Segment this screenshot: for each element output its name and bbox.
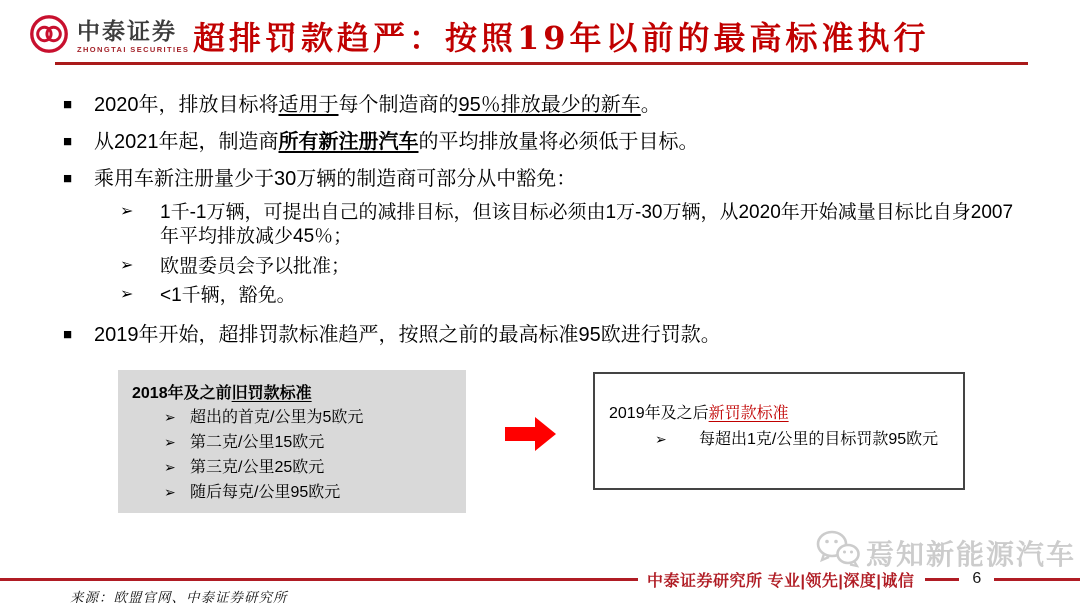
old-standard-title — [132, 380, 454, 403]
zhongtai-logo-icon — [28, 13, 70, 60]
new-title-plain: 2019年及之后 — [609, 405, 709, 422]
old-item-text: 随后每克/公里95欧元 — [190, 484, 341, 501]
header-divider — [55, 62, 1028, 65]
old-standard-item-1 — [164, 408, 454, 428]
logo-text — [77, 17, 190, 54]
new-item-text: 每超出1克/公里的目标罚款95欧元 — [699, 431, 939, 448]
source-note: 来源：欧盟官网、中泰证券研究所 — [70, 590, 288, 606]
old-item-text: 第三克/公里25欧元 — [190, 459, 325, 476]
bullet-1-underlined2: 95％排放最少的新车 — [458, 94, 641, 116]
bullet-item-3 — [63, 166, 1058, 192]
old-standard-item-4 — [164, 483, 454, 503]
new-standard-box — [593, 372, 965, 490]
sub-bullet-item-3 — [120, 284, 1058, 308]
old-standard-item-3 — [164, 458, 454, 478]
arrow-bullet-icon: ➢ — [164, 409, 176, 425]
bullet-item-2 — [63, 129, 1058, 155]
bullet-square-icon: ■ — [63, 96, 73, 113]
bullet-1-underlined: 适用于 — [278, 94, 339, 116]
bullet-text — [94, 92, 661, 118]
arrow-bullet-icon: ➢ — [655, 431, 667, 447]
new-standard-title — [609, 400, 955, 423]
new-standard-item-1 — [655, 430, 955, 450]
transition-arrow-icon — [505, 416, 557, 452]
bullet-list — [63, 92, 1058, 359]
footer-brand: 中泰证券研究所 专业|领先|深度|诚信 — [647, 572, 915, 590]
page-title: 超排罚款趋严：按照19年以前的最高标准执行 — [193, 19, 930, 57]
sub-bullet-text: <1千辆，豁免。 — [160, 284, 296, 306]
bullet-text — [94, 129, 699, 155]
watermark-text: 焉知新能源汽车 — [865, 538, 1076, 570]
page-number: 6 — [972, 570, 982, 587]
penalty-comparison — [0, 368, 1080, 508]
old-item-text: 第二克/公里15欧元 — [190, 434, 325, 451]
bullet-1-plain2: 每个制造商的 — [338, 94, 459, 116]
sub-bullet-text: 欧盟委员会予以批准； — [160, 255, 351, 277]
sub-bullet-text: 1千-1万辆，可提出自己的减排目标，但该目标必须由1万-30万辆，从2020年开始减量目标比自身2007年平均排放减少45％； — [160, 202, 1014, 248]
sub-bullet-item-1 — [120, 201, 1058, 250]
arrow-bullet-icon: ➢ — [120, 256, 134, 274]
bullet-2-bold-underlined: 所有新注册汽车 — [278, 131, 419, 153]
footer-divider-left — [0, 578, 638, 581]
new-title-red-underlined: 新罚款标准 — [708, 405, 789, 422]
arrow-bullet-icon: ➢ — [164, 484, 176, 500]
bullet-1-plain: 2020年，排放目标将 — [94, 94, 279, 116]
old-standard-box — [118, 370, 466, 513]
footer-divider-right — [994, 578, 1080, 581]
bullet-2-plain: 从2021年起，制造商 — [94, 131, 279, 153]
sub-bullet-list — [120, 201, 1058, 308]
arrow-bullet-icon: ➢ — [120, 203, 134, 220]
bullet-1-end: 。 — [640, 94, 661, 116]
old-title-underlined: 旧罚款标准 — [231, 385, 312, 402]
bullet-item-1 — [63, 92, 1058, 118]
zhongtai-logo — [28, 13, 189, 60]
bullet-square-icon: ■ — [63, 170, 73, 187]
logo-name-en: ZHONGTAI SECURITIES — [77, 44, 190, 54]
bullet-text: 乘用车新注册量少于30万辆的制造商可部分从中豁免： — [94, 168, 577, 190]
bullet-square-icon: ■ — [63, 326, 73, 344]
bullet-square-icon: ■ — [63, 133, 73, 150]
old-standard-item-2 — [164, 433, 454, 453]
sub-bullet-item-2 — [120, 255, 1058, 279]
arrow-bullet-icon: ➢ — [164, 434, 176, 450]
logo-name-cn: 中泰证券 — [77, 17, 177, 45]
arrow-bullet-icon: ➢ — [120, 285, 134, 303]
footer-divider-mid — [925, 578, 959, 581]
arrow-bullet-icon: ➢ — [164, 459, 176, 475]
bullet-text: 2019年开始，超排罚款标准趋严，按照之前的最高标准95欧进行罚款。 — [94, 324, 721, 347]
bullet-2-end: 的平均排放量将必须低于目标。 — [418, 131, 699, 153]
old-item-text: 超出的首克/公里为5欧元 — [190, 409, 364, 426]
bullet-item-4 — [63, 322, 1058, 348]
old-title-plain: 2018年及之前 — [132, 385, 232, 402]
